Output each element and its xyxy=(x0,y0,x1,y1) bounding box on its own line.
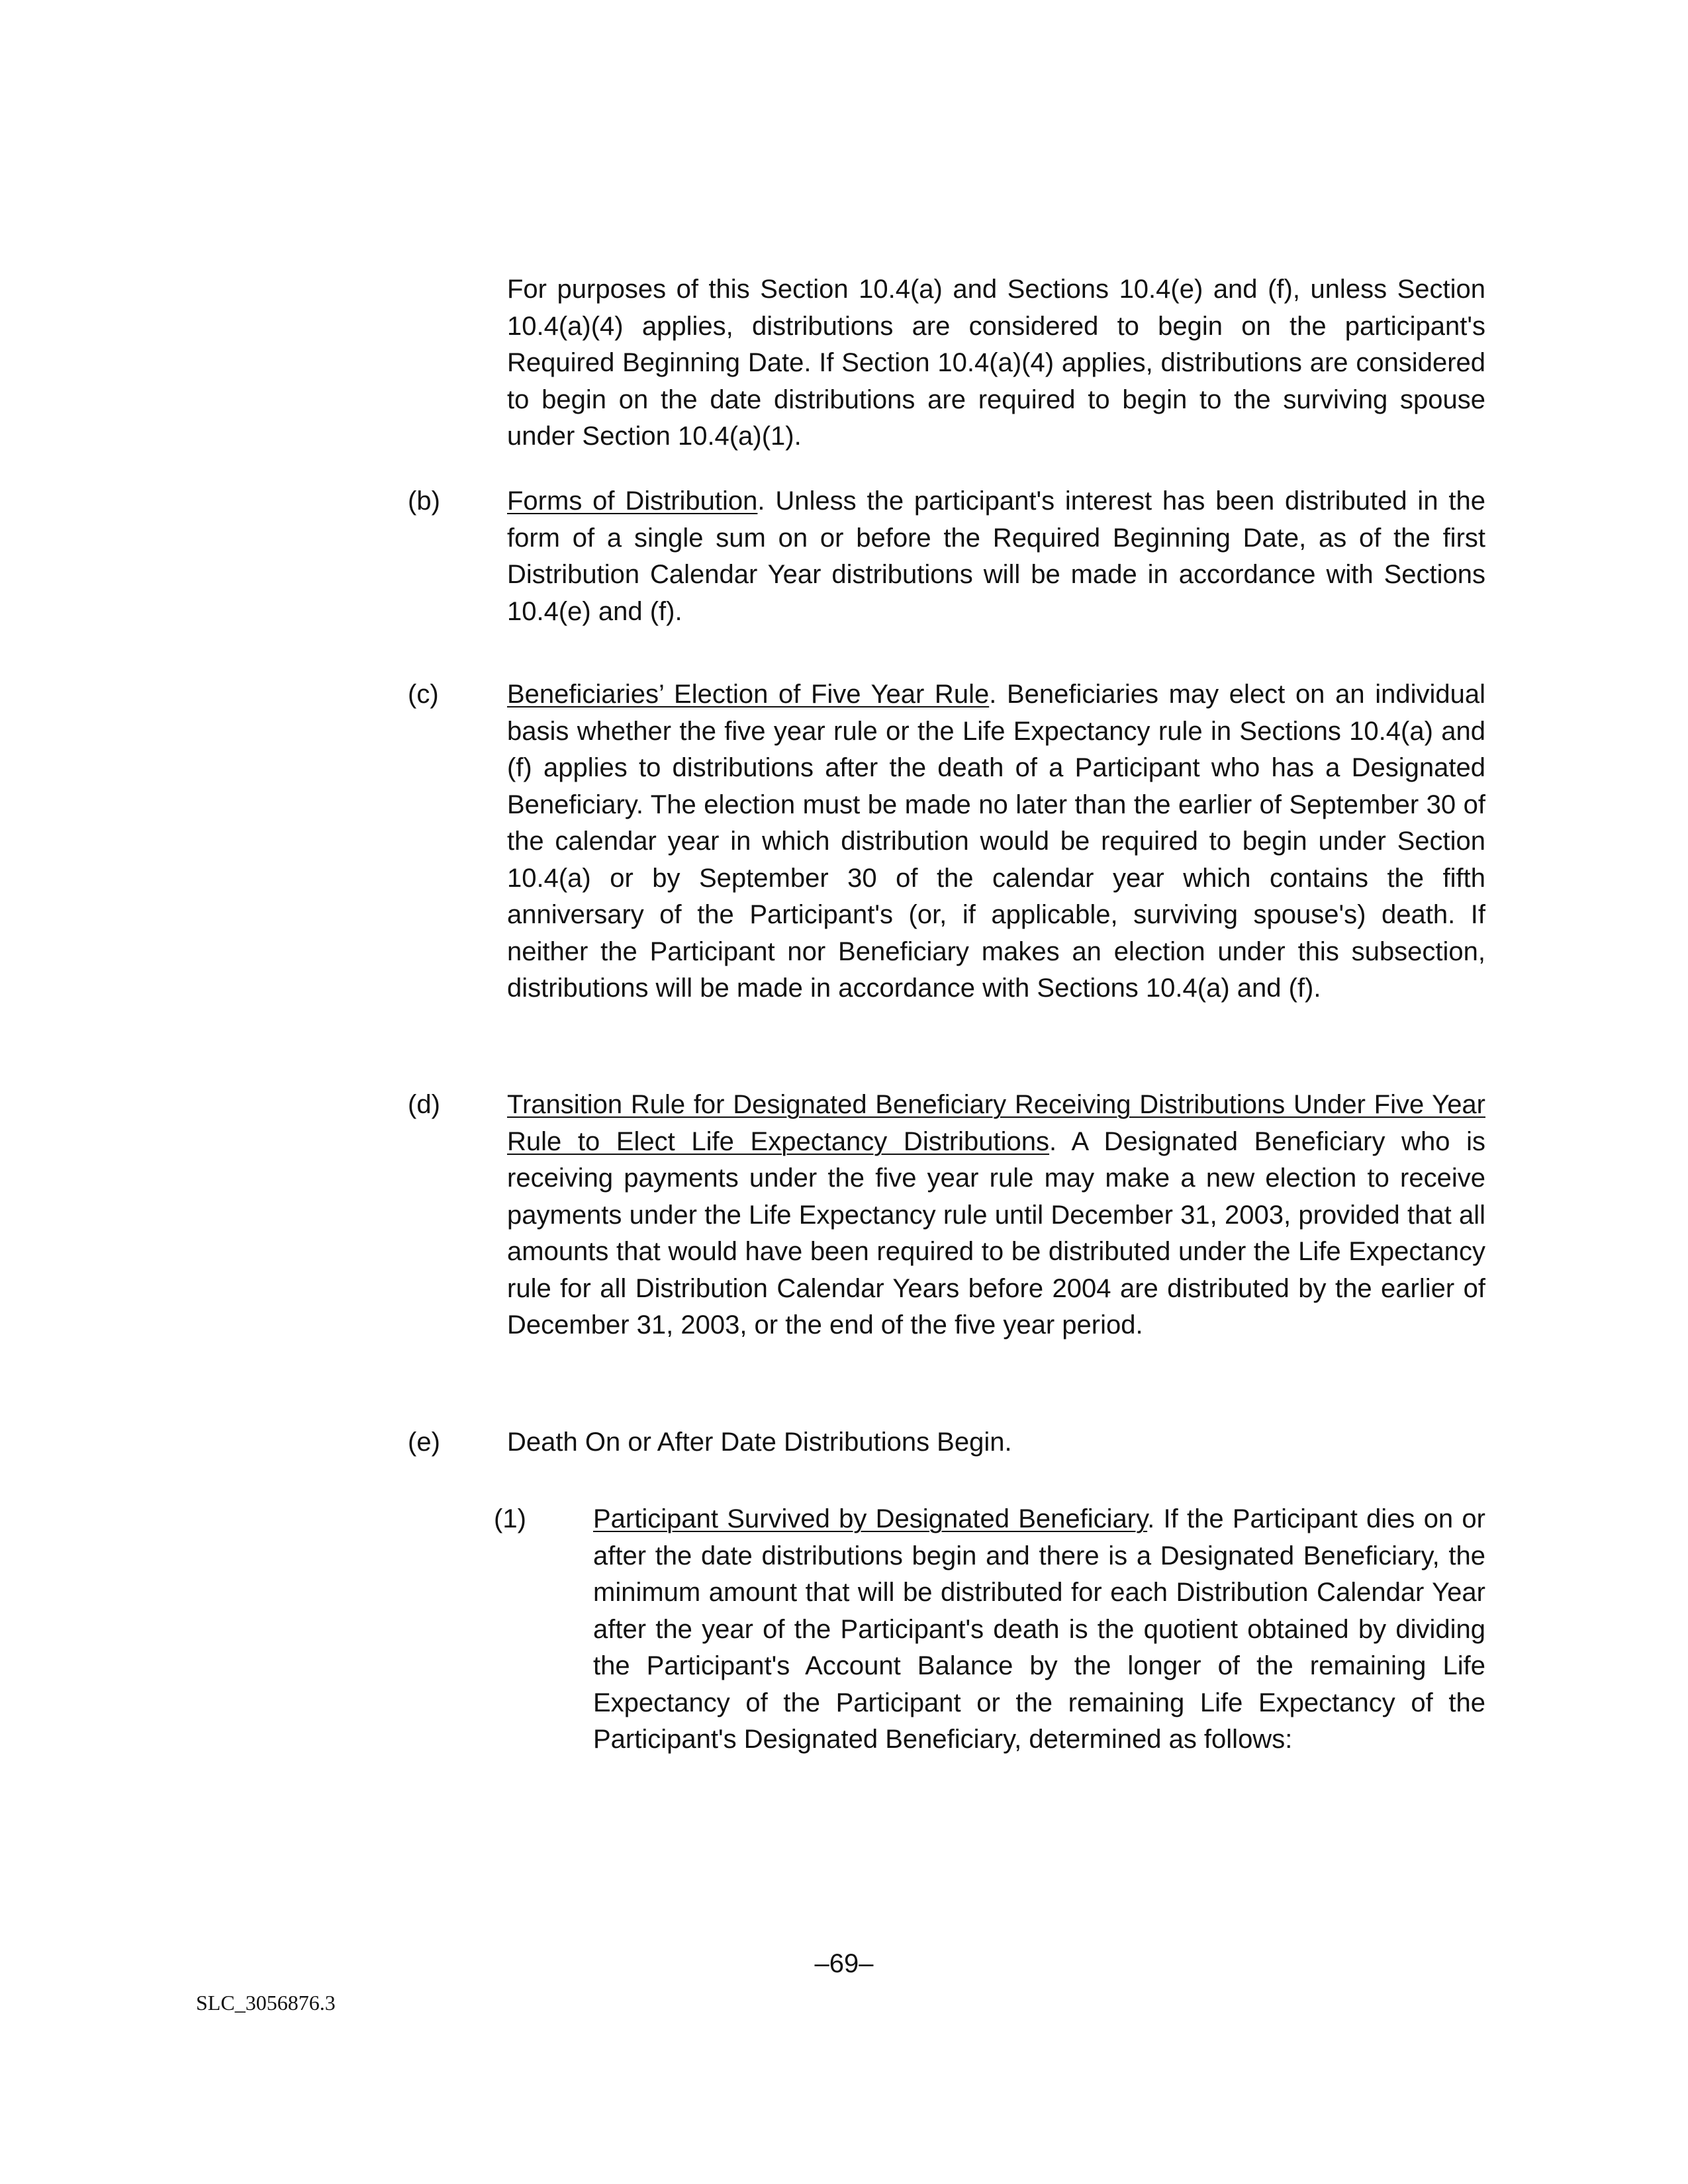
page-number: –69– xyxy=(814,1949,874,1978)
intro-paragraph: For purposes of this Section 10.4(a) and Sections 10.4(e) and (f), unless Section 10.4(a)(4) applies, distributions are considered to begin on the participant's Required Beginning Date. If Section 10.4(a)(4) applies, distributions are considered to begin on the date distributions are required to begin to the surviving spouse under Section 10.4(a)(1). xyxy=(507,275,1485,451)
document-id: SLC_3056876.3 xyxy=(196,1991,336,2015)
section-b-body: . Unless the participant's interest has been distributed in the form of a single sum on or before the Required Beginning Date, as of the first Distribution Calendar Year distributions will be made in accordance with Sections 10.4(e) and (f). xyxy=(507,486,1485,626)
section-e-heading: Death On or After Date Distributions Begin. xyxy=(507,1428,1012,1457)
section-e-label: (e) xyxy=(408,1428,440,1457)
section-e1-body: . If the Participant dies on or after the date distributions begin and there is a Designated Beneficiary, the minimum amount that will be distributed for each Distribution Calendar Year after the year of the Participant's death is the quotient obtained by dividing the Participant's Account Balance by the longer of the remaining Life Expectancy of the Participant or the remaining Life Expectancy of the Participant's Designated Beneficiary, determined as follows: xyxy=(593,1504,1485,1754)
section-c-paragraph xyxy=(507,676,1485,1007)
section-c-label: (c) xyxy=(408,680,439,709)
section-b-label: (b) xyxy=(408,486,440,516)
section-d-label: (d) xyxy=(408,1090,440,1119)
section-d-body: . A Designated Beneficiary who is receiving payments under the five year rule may make a new election to receive payments under the Life Expectancy rule until December 31, 2003, provided that all amounts that would have been required to be distributed under the Life Expectancy rule for all Distribution Calendar Years before 2004 are distributed by the earlier of December 31, 2003, or the end of the five year period. xyxy=(507,1126,1485,1340)
section-c-body: . Beneficiaries may elect on an individual basis whether the five year rule or the Life Expectancy rule in Sections 10.4(a) and (f) applies to distributions after the death of a Participant who has a Designated Beneficiary. The election must be made no later than the earlier of September 30 of the calendar year in which distribution would be required to begin under Section 10.4(a) or by September 30 of the calendar year which contains the fifth anniversary of the Participant's (or, if applicable, surviving spouse's) death. If neither the Participant nor Beneficiary makes an election under this subsection, distributions will be made in accordance with Sections 10.4(a) and (f). xyxy=(507,680,1485,1003)
section-d-heading: Transition Rule for Designated Beneficiary Receiving Distributions Under Five Year Rule to Elect Life Expectancy Distributions xyxy=(507,1090,1485,1156)
section-e1-label: (1) xyxy=(494,1504,526,1533)
section-e1-heading: Participant Survived by Designated Beneficiary xyxy=(593,1504,1148,1533)
section-e1-paragraph xyxy=(593,1501,1485,1758)
section-c-heading: Beneficiaries’ Election of Five Year Rule xyxy=(507,680,990,709)
section-b-paragraph xyxy=(507,483,1485,630)
section-d-paragraph xyxy=(507,1087,1485,1344)
section-b-heading: Forms of Distribution xyxy=(507,486,758,516)
